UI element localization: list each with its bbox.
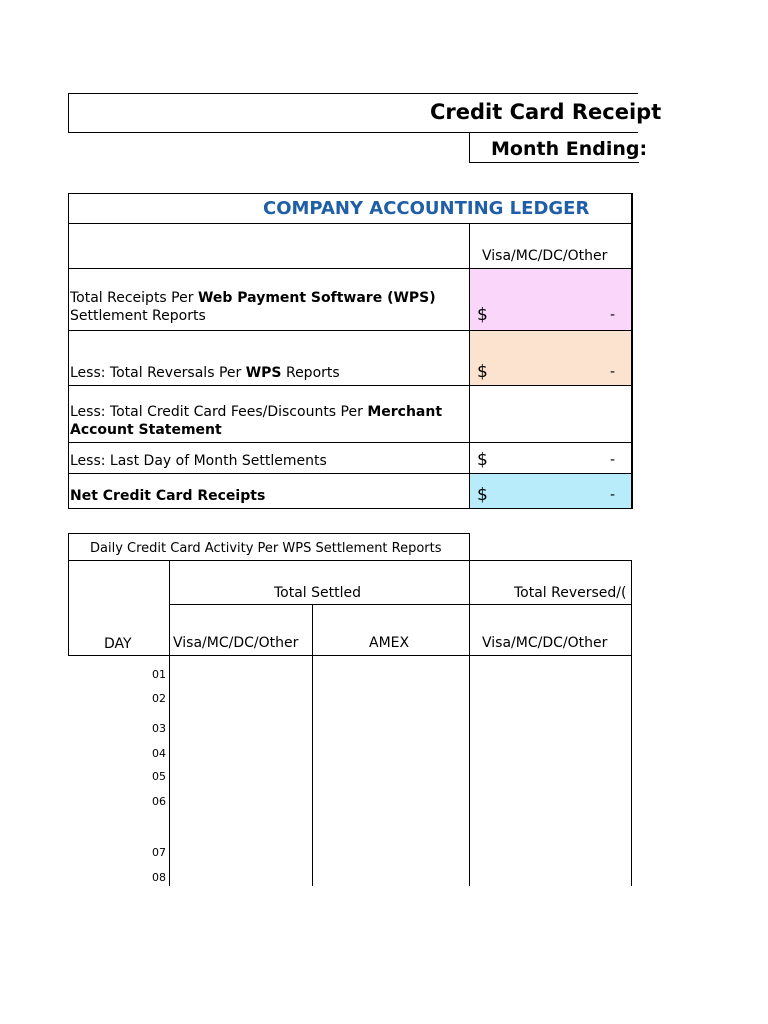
currency-symbol: $ [477, 450, 488, 470]
day-number: 08 [152, 871, 166, 884]
day-number: 04 [152, 747, 166, 760]
day-number: 06 [152, 795, 166, 808]
ledger-value: - [610, 452, 616, 468]
ledger-row-fees-label: Less: Total Credit Card Fees/Discounts Per Merchant [70, 404, 443, 420]
ledger-value: - [610, 364, 616, 380]
ledger-value: - [610, 487, 616, 503]
net-receipts-cell[interactable] [470, 474, 632, 508]
ledger-heading: COMPANY ACCOUNTING LEDGER [263, 198, 590, 219]
ledger-value: - [610, 307, 616, 323]
day-number: 07 [152, 846, 166, 859]
ledger-row-net-label: Net Credit Card Receipts [70, 488, 266, 504]
day-number: 03 [152, 722, 166, 735]
day-number: 02 [152, 692, 166, 705]
ledger-row-wps-receipts-label-line2: Settlement Reports [70, 308, 206, 324]
ledger-row-last-day-label: Less: Last Day of Month Settlements [70, 453, 327, 469]
currency-symbol: $ [477, 485, 488, 505]
amex-settled-header: AMEX [369, 635, 410, 651]
daily-caption: Daily Credit Card Activity Per WPS Settlement Reports [90, 541, 442, 556]
month-ending-label: Month Ending: [491, 138, 648, 160]
visa-reversed-header: Visa/MC/DC/Other [482, 635, 608, 651]
ledger-row-wps-reversals-label: Less: Total Reversals Per WPS Reports [70, 365, 340, 381]
total-settled-header: Total Settled [274, 585, 362, 601]
day-header: DAY [104, 636, 132, 652]
currency-symbol: $ [477, 305, 488, 325]
total-reversed-header: Total Reversed/( [514, 585, 627, 601]
currency-symbol: $ [477, 362, 488, 382]
wps-receipts-cell[interactable] [470, 269, 632, 330]
day-number: 05 [152, 770, 166, 783]
ledger-row-wps-receipts-label: Total Receipts Per Web Payment Software (WPS) [70, 290, 436, 306]
report-title: Credit Card Receipt [430, 100, 662, 124]
visa-settled-header: Visa/MC/DC/Other [173, 635, 299, 651]
ledger-row-fees-label-line2: Account Statement [70, 422, 222, 438]
wps-reversals-cell[interactable] [470, 331, 632, 386]
ledger-column-header: Visa/MC/DC/Other [482, 248, 608, 264]
day-number: 01 [152, 668, 166, 681]
